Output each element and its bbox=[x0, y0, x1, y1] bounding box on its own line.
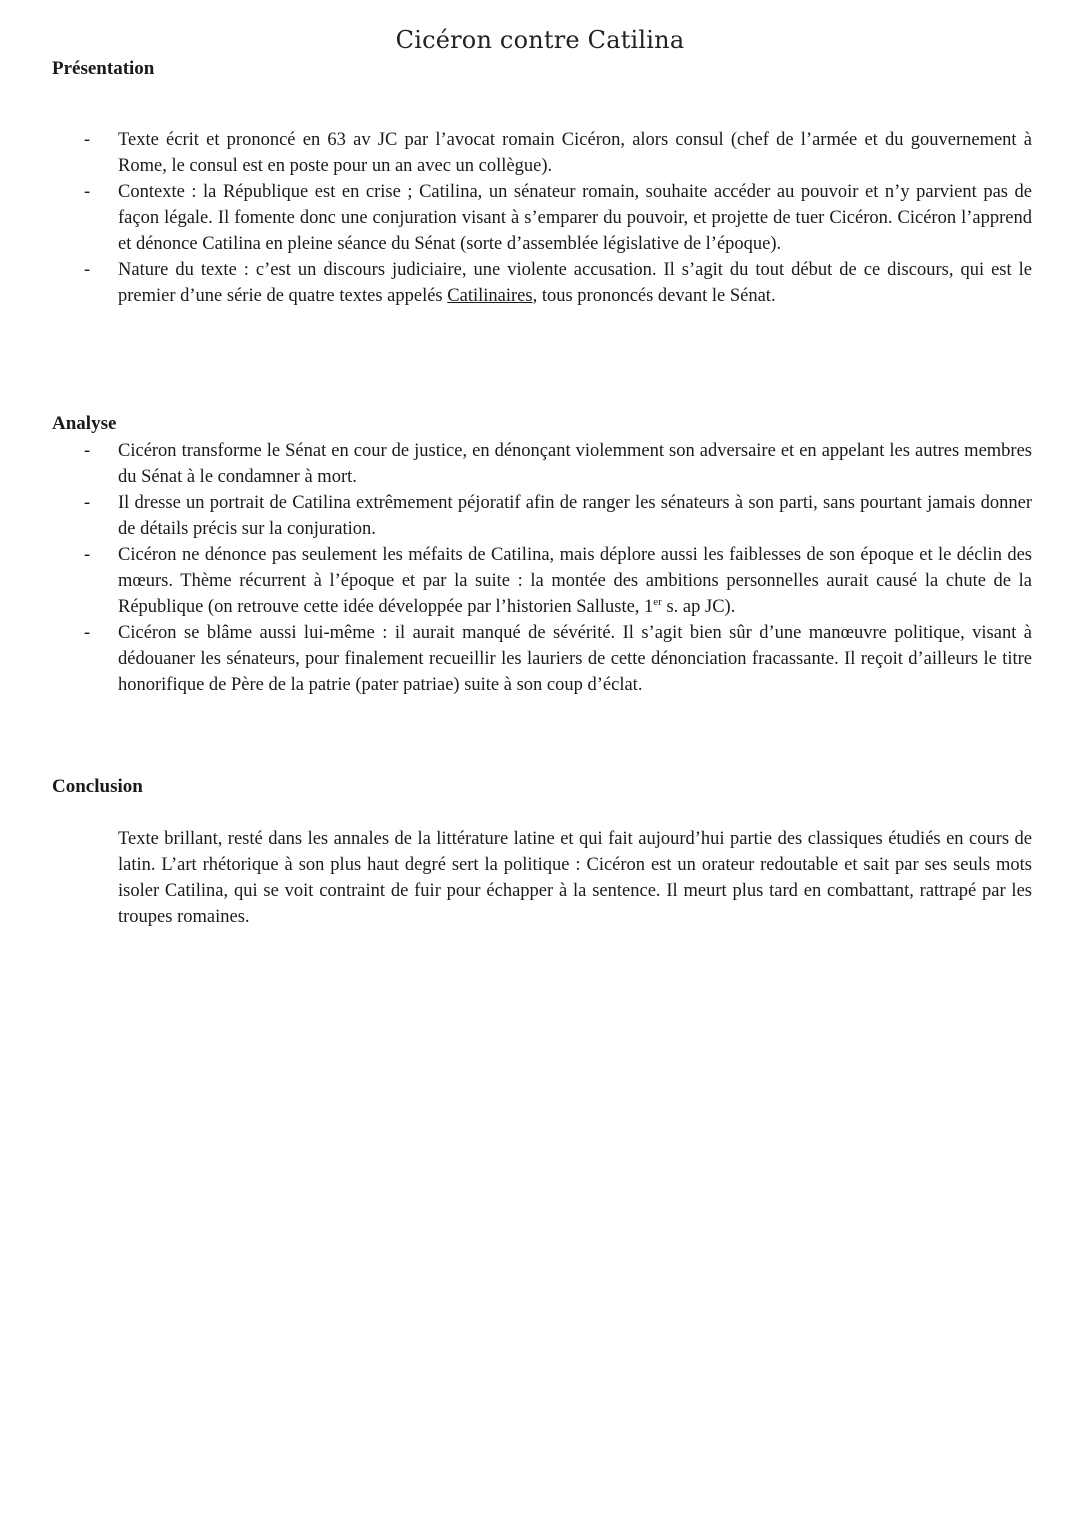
superscript-er: er bbox=[653, 595, 662, 608]
list-item-text: Cicéron ne dénonce pas seulement les méfaits de Catilina, mais déplore aussi les faiblesses de son époque et le déclin des mœurs. Thème récurrent à l’époque et par la suite : la montée des ambitions personnelles aurait causé la chute de la République (on retrouve cette idée développée par l’historien Salluste, 1 bbox=[118, 545, 1032, 617]
list-item-text: Contexte : la République est en crise ; Catilina, un sénateur romain, souhaite accéder au pouvoir et n’y parvient pas de façon légale. Il fomente donc une conjuration visant à s’emparer du pouvoir, et projette de tuer Cicéron. Cicéron l’apprend et dénonce Catilina en pleine séance du Sénat (sorte d’assemblée législative de l’époque). bbox=[118, 182, 1032, 254]
section-heading-conclusion: Conclusion bbox=[52, 776, 143, 797]
list-item-text: Cicéron se blâme aussi lui-même : il aurait manqué de sévérité. Il s’agit bien sûr d’une manœuvre politique, visant à dédouaner les sénateurs, pour finalement recueillir les lauriers de cette dénonciation fracassante. Il reçoit d’ailleurs le titre honorifique de Père de la patrie (pater patriae) suite à son coup d’éclat. bbox=[118, 623, 1032, 695]
list-item bbox=[82, 620, 1032, 698]
bullet-dash: - bbox=[84, 623, 91, 643]
list-item bbox=[82, 542, 1032, 620]
bullet-dash: - bbox=[84, 441, 91, 461]
document-title: Cicéron contre Catilina bbox=[395, 26, 685, 54]
bullet-dash: - bbox=[84, 493, 91, 513]
section-heading-presentation: Présentation bbox=[52, 58, 155, 79]
bullet-dash: - bbox=[84, 260, 91, 280]
analyse-list bbox=[82, 438, 1032, 698]
list-item-text-end: , tous prononcés devant le Sénat. bbox=[532, 286, 776, 306]
section-heading-analyse: Analyse bbox=[52, 413, 117, 434]
presentation-list bbox=[82, 127, 1032, 309]
list-item bbox=[82, 490, 1032, 542]
catilinaires-underlined-term: Catilinaires bbox=[447, 286, 533, 306]
bullet-dash: - bbox=[84, 130, 91, 150]
list-item-text: Texte écrit et prononcé en 63 av JC par l’avocat romain Cicéron, alors consul (chef de l’armée et du gouvernement à Rome, le consul est en poste pour un an avec un collègue). bbox=[118, 130, 1032, 176]
list-item-text: Il dresse un portrait de Catilina extrêmement péjoratif afin de ranger les sénateurs à son parti, sans pourtant jamais donner de détails précis sur la conjuration. bbox=[118, 493, 1032, 539]
bullet-dash: - bbox=[84, 545, 91, 565]
list-item bbox=[82, 257, 1032, 309]
bullet-dash: - bbox=[84, 182, 91, 202]
list-item bbox=[82, 127, 1032, 179]
list-item-text: Nature du texte : c’est un discours judiciaire, une violente accusation. Il s’agit du tout début de ce discours, qui est le premier d’une série de quatre textes appelés bbox=[118, 260, 1032, 306]
list-item bbox=[82, 438, 1032, 490]
list-item-text-end: s. ap JC). bbox=[661, 597, 736, 617]
conclusion-paragraph: Texte brillant, resté dans les annales de la littérature latine et qui fait aujourd’hui partie des classiques étudiés en cours de latin. L’art rhétorique à son plus haut degré sert la politique : Cicéron est un orateur redoutable et sait par ses seuls mots isoler Catilina, qui se voit contraint de fuir pour échapper à la sentence. Il meurt plus tard en combattant, rattrapé par les troupes romaines. bbox=[118, 829, 1032, 927]
list-item-text: Cicéron transforme le Sénat en cour de justice, en dénonçant violemment son adversaire et en appelant les autres membres du Sénat à le condamner à mort. bbox=[118, 441, 1032, 487]
list-item bbox=[82, 179, 1032, 257]
